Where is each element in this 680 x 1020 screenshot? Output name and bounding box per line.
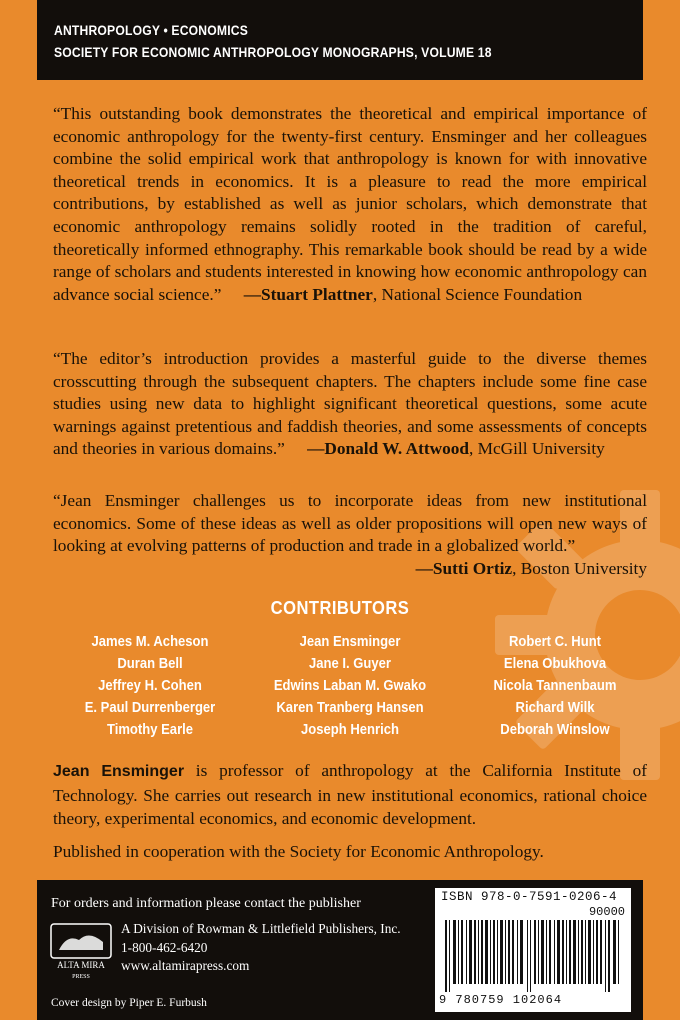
contributor-name: Richard Wilk bbox=[515, 700, 595, 716]
author-bio bbox=[53, 759, 647, 831]
contributors-column-1 bbox=[45, 631, 255, 741]
blurb-1 bbox=[53, 103, 647, 306]
author-name: Jean Ensminger bbox=[53, 763, 185, 780]
contributor-name: Karen Tranberg Hansen bbox=[276, 700, 424, 716]
barcode-digits: 9 780759 102064 bbox=[439, 993, 563, 1007]
series-banner bbox=[37, 0, 643, 80]
isbn-label: ISBN 978-0-7591-0206-4 bbox=[441, 890, 618, 904]
contributor-name: Joseph Henrich bbox=[301, 722, 399, 738]
altamira-logo-icon bbox=[49, 920, 113, 982]
blurb-2-text: “The editor’s introduction provides a masterful guide to the diverse themes crosscutting through the subsequent chapters. The chapters include some fine case studies using new data to highlight significant theoretical questions, some acute warnings against pretentious and faddish theories, and some assessments of concepts and theories in various domains.” bbox=[53, 349, 647, 459]
blurb-3-affiliation: , Boston University bbox=[512, 558, 647, 578]
contributor-name: Jean Ensminger bbox=[299, 634, 401, 650]
contributor-name: E. Paul Durrenberger bbox=[84, 700, 216, 716]
contributors-heading: CONTRIBUTORS bbox=[270, 598, 410, 618]
blurb-3-text: “Jean Ensminger challenges us to incorporate ideas from new institutional economics. Some of these ideas as well as older propositions will open new ways of looking at evolving patterns of production and trade in a globalized world.” bbox=[53, 491, 647, 556]
blurb-1-author: —Stuart Plattner bbox=[243, 284, 373, 304]
logo-sub: PRESS bbox=[72, 974, 90, 980]
isbn-barcode bbox=[435, 888, 631, 1012]
blurb-2 bbox=[53, 348, 647, 461]
orders-line: For orders and information please contact the publisher bbox=[51, 896, 361, 911]
publication-note: Published in cooperation with the Society for Economic Anthropology. bbox=[53, 842, 544, 861]
design-credit: Cover design by Piper E. Furbush bbox=[51, 997, 207, 1009]
barcode-bars-icon bbox=[441, 908, 625, 992]
publisher-panel bbox=[37, 880, 643, 1020]
contributor-name: Nicola Tannenbaum bbox=[493, 678, 617, 694]
contributors-column-2 bbox=[245, 631, 455, 741]
contributor-name: Elena Obukhova bbox=[503, 656, 607, 672]
contributor-name: James M. Acheson bbox=[91, 634, 209, 650]
contributor-name: Robert C. Hunt bbox=[508, 634, 602, 650]
contributor-name: Duran Bell bbox=[117, 656, 183, 672]
author-bio-text: is professor of anthropology at the California Institute of Technology. She carries out research in new institutional economics, rational choice theory, experimental economics, and economic development. bbox=[53, 761, 647, 828]
blurb-3-author: —Sutti Ortiz bbox=[415, 558, 513, 578]
price-code: 90000 bbox=[588, 905, 625, 919]
logo-text: ALTA MIRA bbox=[57, 960, 105, 970]
publisher-phone: 1-800-462-6420 bbox=[121, 939, 208, 955]
contributor-name: Timothy Earle bbox=[106, 722, 194, 738]
publisher-website: www.altamirapress.com bbox=[121, 958, 250, 973]
contributor-name: Jeffrey H. Cohen bbox=[98, 678, 202, 694]
contributor-name: Jane I. Guyer bbox=[309, 656, 391, 672]
contributors-column-3 bbox=[450, 631, 660, 741]
publisher-contact bbox=[121, 920, 401, 976]
publisher-division: A Division of Rowman & Littlefield Publishers, Inc. bbox=[121, 921, 401, 936]
blurb-3 bbox=[53, 490, 647, 580]
blurb-2-affiliation: , McGill University bbox=[468, 439, 605, 459]
blurb-1-text: “This outstanding book demonstrates the theoretical and empirical importance of economic anthropology for the twenty-first century. Ensminger and her colleagues combine the solid empirical work that anthropology is known for with innovative theoretical trends in economics. It is a pleasure to read the more empirical contributions, by established as well as junior scholars, which demonstrate that economic anthropology remains solidly rooted in the tradition of careful, theoretically informed ethnography. This remarkable book should be read by a wide range of scholars and students interested in knowing how economic anthropology can advance social science.” bbox=[53, 104, 647, 304]
subject-line: ANTHROPOLOGY • ECONOMICS bbox=[54, 23, 248, 38]
contributor-name: Deborah Winslow bbox=[500, 722, 610, 738]
blurb-2-author: —Donald W. Attwood bbox=[307, 439, 469, 459]
blurb-1-affiliation: , National Science Foundation bbox=[372, 284, 583, 304]
contributor-name: Edwins Laban M. Gwako bbox=[273, 678, 427, 694]
series-line: SOCIETY FOR ECONOMIC ANTHROPOLOGY MONOGRAPHS, VOLUME 18 bbox=[54, 45, 492, 60]
